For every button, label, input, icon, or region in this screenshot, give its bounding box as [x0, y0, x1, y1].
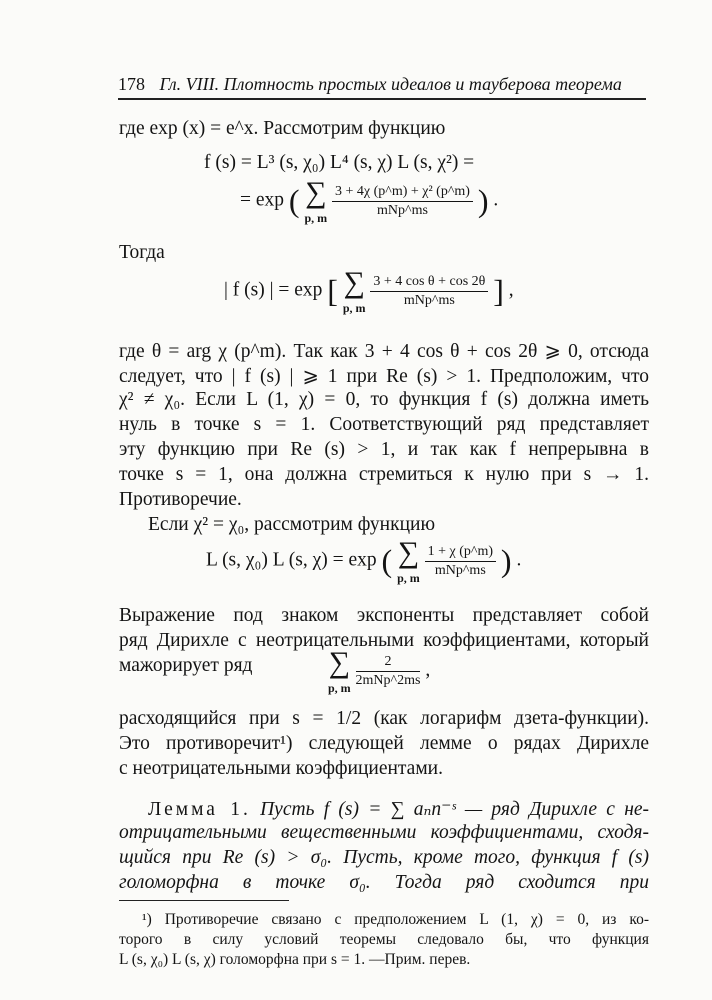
formula-2: | f (s) | = exp [ ∑ p, m $\frac{\text{3 + 4 cos θ + cos 2θ}}{\text{mNp\textasciicircum{}ms}}$ ] , — [224, 266, 514, 315]
para1-line: нуль в точке s = 1. Соответствующий ряд представляет — [119, 414, 649, 435]
formula-4-fraction: $\frac{2}{\text{2mNp\textasciicircum{}2ms}}$ — [355, 653, 421, 688]
formula-1-line-1: f (s) = L³ (s, χ₀) L⁴ (s, χ) L (s, χ²) = — [204, 152, 475, 173]
para4-line: расходящийся при s = 1/2 (как логарифм дзета-функции). — [119, 708, 649, 729]
para1-line: χ² ≠ χ₀. Если L (1, χ) = 0, то функция f (s) должна иметь — [119, 389, 649, 410]
footnote-line: ¹) Противоречие связано с предположением L (1, χ) = 0, из ко- — [142, 911, 649, 928]
lemma-line: голоморфна в точке σ₀. Тогда ряд сходится при — [119, 872, 649, 893]
para1-line: следует, что | f (s) | ⩾ 1 при Re (s) > 1. Предположим, что — [119, 366, 649, 387]
lemma-line: щийся при Re (s) > σ₀. Пусть, кроме того, функция f (s) — [119, 847, 649, 868]
lemma-line-1 — [148, 797, 649, 821]
formula-2-prefix: | f (s) | = exp — [224, 279, 323, 301]
para1-line: точке s = 1, она должна стремиться к нулю при s → 1. — [119, 464, 649, 485]
lemma-text: Пусть f (s) = ∑ aₙn⁻ˢ — ряд Дирихле с не- — [260, 799, 650, 820]
open-paren: ( — [381, 542, 393, 579]
open-bracket: [ — [327, 272, 338, 309]
sum-symbol: ∑ p, m — [304, 176, 328, 225]
formula-1-fraction: $\frac{\text{3 + 4χ (p\textasciicircum{}m) + χ² (p\textasciicircum{}m)}}{\text{mNp\textasciicircum{}ms}}$ — [332, 183, 473, 220]
close-bracket: ] — [493, 272, 504, 309]
close-paren: ) — [477, 182, 489, 219]
para1-line: где θ = arg χ (p^m). Так как 3 + 4 cos θ + cos 2θ ⩾ 0, отсюда — [119, 341, 649, 362]
header-rule — [118, 98, 646, 100]
footnote-line: L (s, χ₀) L (s, χ) голоморфна при s = 1. —Прим. перев. — [119, 951, 471, 968]
lemma-label: Лемма 1. — [148, 799, 251, 820]
para3-line: Выражение под знаком экспоненты представляет собой — [119, 605, 649, 626]
formula-1-line-2: = exp ( ∑ p, m $\frac{\text{3 + 4χ (p\textasciicircum{}m) + χ² (p\textasciicircum{}m)}}{\text{mNp\textasciicircum{}ms}}$ ) . — [240, 176, 499, 225]
page-number: 178 — [118, 74, 145, 94]
para4-line: Это противоречит¹) следующей лемме о рядах Дирихле — [119, 733, 649, 754]
running-title: Гл. VIII. Плотность простых идеалов и тауберова теорема — [159, 74, 622, 94]
togda: Тогда — [119, 242, 165, 263]
lemma-line: отрицательными вещественными коэффициентами, сходя- — [119, 822, 649, 843]
para2-line: Если χ² = χ₀, рассмотрим функцию — [148, 514, 436, 535]
formula-2-fraction: $\frac{\text{3 + 4 cos θ + cos 2θ}}{\text{mNp\textasciicircum{}ms}}$ — [370, 273, 488, 310]
sum-symbol: ∑ p, m — [328, 646, 351, 695]
running-header — [118, 74, 646, 95]
footnote-line: торого в силу условий теоремы следовало бы, что функция — [119, 931, 649, 948]
para1-line: эту функцию при Re (s) > 1, и так как f непрерывна в — [119, 439, 649, 460]
intro-line: где exp (x) = e^x. Рассмотрим функцию — [119, 118, 446, 139]
formula-3-fraction: $\frac{1 + \chi (p\^{}m)}{\text{mNp\textasciicircum{}ms}}$ — [425, 543, 496, 580]
close-paren: ) — [500, 542, 512, 579]
para4-line: с неотрицательными коэффициентами. — [119, 758, 443, 779]
para1-line: Противоречие. — [119, 489, 242, 510]
sum-symbol: ∑ p, m — [342, 266, 366, 315]
footnote-rule — [119, 900, 289, 901]
formula-3: L (s, χ₀) L (s, χ) = exp ( ∑ p, m $\frac{1 + \chi (p\^{}m)}{\text{mNp\textasciicircum{}ms}}$ ) . — [206, 536, 522, 585]
para3-line: ряд Дирихле с неотрицательными коэффициентами, который — [119, 630, 649, 651]
formula-4: ∑ p, m $\frac{2}{\text{2mNp\textasciicircum{}2ms}}$ , — [328, 646, 431, 695]
open-paren: ( — [288, 182, 300, 219]
formula-1-prefix: = exp — [240, 189, 285, 211]
para3-line: мажорирует ряд — [119, 655, 253, 676]
sum-symbol: ∑ p, m — [397, 536, 420, 585]
formula-3-prefix: L (s, χ₀) L (s, χ) = exp — [206, 549, 377, 571]
